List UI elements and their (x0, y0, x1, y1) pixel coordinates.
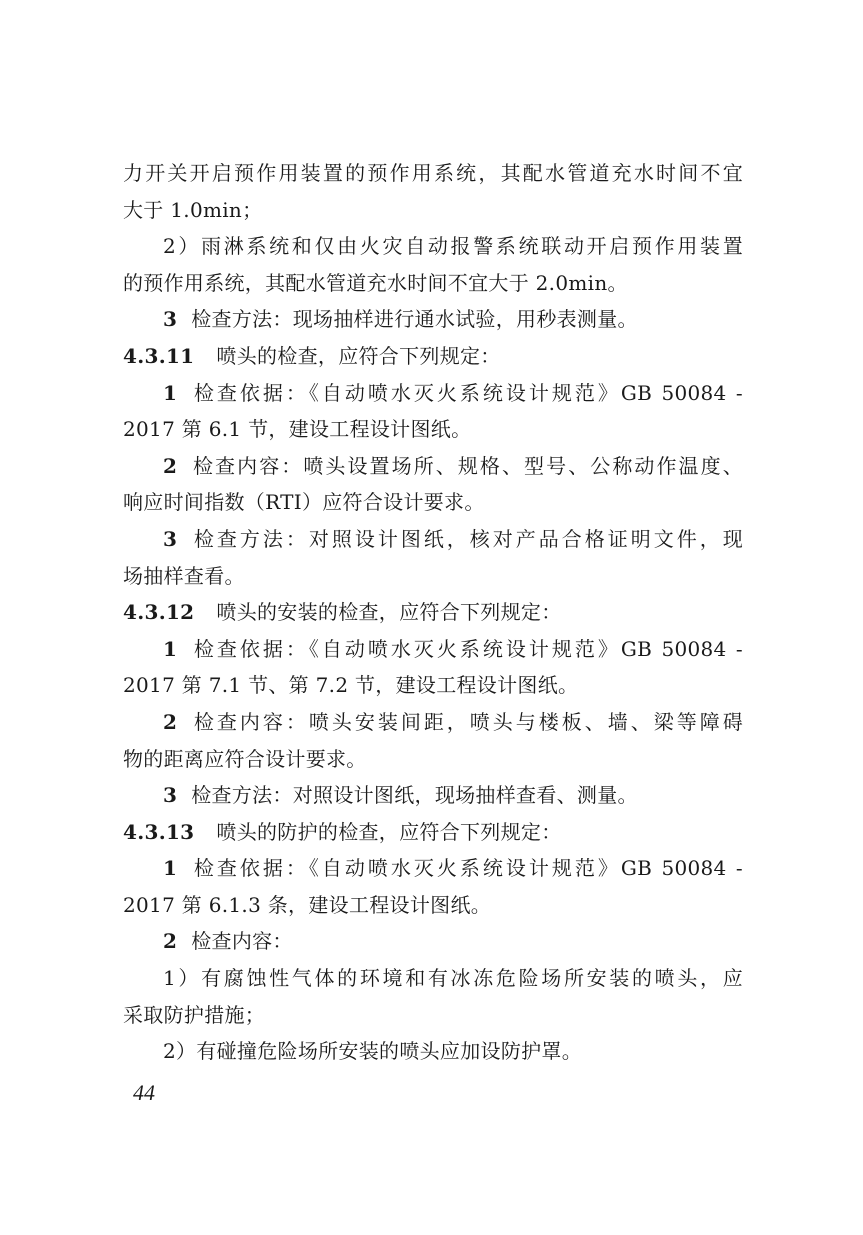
item-number: 1 (163, 856, 178, 881)
item-number: 2 (163, 453, 178, 478)
item-number: 2 (163, 709, 178, 734)
clause-heading: 4.3.12 喷头的安装的检查，应符合下列规定： (123, 600, 562, 625)
text-line: 采取防护措施； (123, 1002, 266, 1027)
item-heading: 3 检查方法：现场抽样进行通水试验，用秒表测量。 (163, 307, 638, 332)
text-line: 2017 第 7.1 节、第 7.2 节，建设工程设计图纸。 (123, 673, 579, 698)
item-number: 3 (163, 783, 178, 808)
item-heading: 3 检查方法：对照设计图纸，现场抽样查看、测量。 (163, 783, 638, 808)
clause-heading: 4.3.11 喷头的检查，应符合下列规定： (123, 343, 501, 368)
item-number: 3 (163, 526, 178, 551)
item-heading: 1 检查依据：《自动喷水灭火系统设计规范》GB 50084 - (163, 856, 743, 881)
text-line: 场抽样查看。 (123, 563, 245, 588)
page-number: 44 (133, 1080, 155, 1105)
item-number: 2 (163, 929, 178, 954)
list-item: 2）有碰撞危险场所安装的喷头应加设防护罩。 (163, 1039, 583, 1064)
text-line: 2017 第 6.1.3 条，建设工程设计图纸。 (123, 892, 492, 917)
item-heading: 2 检查内容： (163, 929, 293, 954)
text-line: 2017 第 6.1 节，建设工程设计图纸。 (123, 417, 472, 442)
document-body (123, 155, 743, 1070)
clause-number: 4.3.11 (123, 343, 195, 368)
item-heading: 2 检查内容：喷头安装间距，喷头与楼板、墙、梁等障碍 (163, 709, 743, 734)
text-line: 的预作用系统，其配水管道充水时间不宜大于 2.0min。 (123, 270, 628, 295)
list-item: 1）有腐蚀性气体的环境和有冰冻危险场所安装的喷头，应 (163, 966, 743, 991)
list-item: 2）雨淋系统和仅由火灾自动报警系统联动开启预作用装置 (163, 234, 743, 259)
item-heading: 3 检查方法：对照设计图纸，核对产品合格证明文件，现 (163, 526, 743, 551)
item-number: 1 (163, 636, 178, 661)
clause-number: 4.3.12 (123, 600, 195, 625)
clause-number: 4.3.13 (123, 819, 195, 844)
text-line: 物的距离应符合设计要求。 (123, 746, 367, 771)
text-line: 力开关开启预作用装置的预作用系统，其配水管道充水时间不宜 (123, 161, 743, 185)
item-heading: 2 检查内容：喷头设置场所、规格、型号、公称动作温度、 (163, 453, 743, 478)
item-number: 3 (163, 307, 178, 332)
item-heading: 1 检查依据：《自动喷水灭火系统设计规范》GB 50084 - (163, 636, 743, 661)
text-line: 大于 1.0min； (123, 197, 263, 222)
clause-heading: 4.3.13 喷头的防护的检查，应符合下列规定： (123, 819, 562, 844)
item-number: 1 (163, 380, 178, 405)
item-heading: 1 检查依据：《自动喷水灭火系统设计规范》GB 50084 - (163, 380, 743, 405)
text-line: 响应时间指数（RTI）应符合设计要求。 (123, 490, 485, 515)
